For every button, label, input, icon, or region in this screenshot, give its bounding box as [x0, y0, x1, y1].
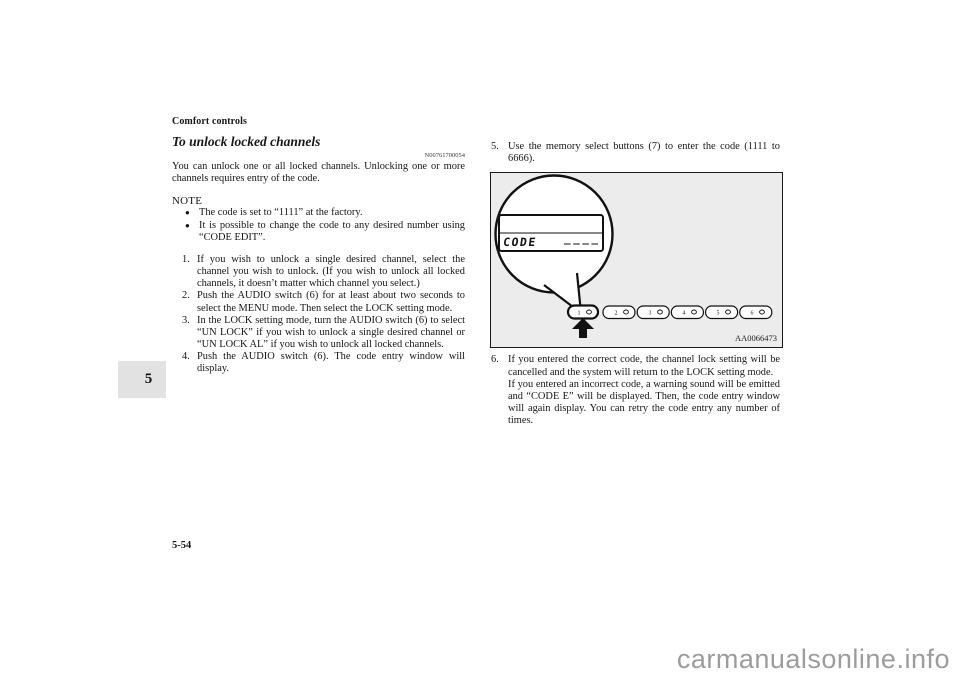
display-blank-digits: ____: [564, 232, 601, 246]
memory-button-2-label: 2: [614, 310, 618, 317]
note-item: [172, 220, 465, 244]
article-ref-code: N00761700054: [424, 152, 465, 159]
memory-button-5-label: 5: [716, 310, 720, 317]
step-text: Use the memory select buttons (7) to enter the code (1111 to 6666).: [508, 141, 780, 165]
left-column: [172, 116, 465, 376]
steps-list-left: [172, 254, 465, 376]
step-item-6-continued: [490, 379, 780, 428]
step-number: 5.: [491, 141, 499, 152]
note-label: NOTE: [172, 195, 203, 208]
memory-button-3-label: 3: [648, 310, 652, 317]
watermark-text: carmanualsonline.info: [676, 644, 950, 674]
memory-button-1: [568, 306, 598, 319]
figure-radio-code-display: [490, 172, 783, 348]
figure-illustration: [490, 172, 783, 348]
step-text: In the LOCK setting mode, turn the AUDIO switch (6) to select “UN LOCK” if you wish to unlock a single desired channel or “UN LOCK AL” if you wish to unlock all locked channels.: [197, 314, 465, 351]
step-number: 6.: [491, 354, 499, 366]
step-number: 1.: [182, 253, 190, 265]
note-item-text: It is possible to change the code to any desired number using “CODE EDIT”.: [199, 219, 465, 243]
step-item-5: [490, 141, 780, 165]
running-header: Comfort controls: [172, 116, 248, 127]
bullet-icon: ●: [185, 208, 190, 218]
memory-button-1-label: 1: [577, 310, 581, 317]
display-code-text: CODE: [502, 235, 538, 250]
figure-ref-code: AA0066473: [734, 333, 777, 344]
bullet-icon: ●: [185, 220, 190, 230]
step-text: Push the AUDIO switch (6) for at least about two seconds to select the MENU mode. Then select the LOCK setting mode.: [197, 290, 465, 314]
memory-button-3: [637, 306, 669, 319]
step-number: 3.: [182, 314, 190, 326]
memory-button-6-label: 6: [750, 310, 754, 317]
step-text: Push the AUDIO switch (6). The code entry window will display.: [197, 351, 465, 375]
section-tab: 5: [118, 361, 166, 398]
page-number: 5-54: [172, 540, 192, 551]
memory-button-4: [671, 306, 703, 319]
step-item-2: [172, 290, 465, 314]
memory-button-5: [706, 306, 738, 319]
step-number: 4.: [182, 351, 190, 363]
article-title: To unlock locked channels: [172, 134, 321, 149]
note-item-text: The code is set to “1111” at the factory.: [199, 207, 363, 219]
step-item-6: [490, 354, 780, 378]
step-item-3: [172, 315, 465, 352]
step-text: If you entered the correct code, the channel lock setting will be cancelled and the system will return to the LOCK setting mode.: [508, 354, 780, 378]
step-item-1: [172, 254, 465, 291]
note-item: [172, 207, 465, 219]
step-item-4: [172, 351, 465, 375]
step-text: If you entered an incorrect code, a warning sound will be emitted and “CODE E” will be displayed. Then, the code entry window will again display. You can retry the code entry any number of times.: [508, 378, 780, 427]
intro-paragraph: You can unlock one or all locked channels. Unlocking one or more channels requires entry of the code.: [172, 161, 465, 185]
step-text: If you wish to unlock a single desired channel, select the channel you wish to unlock. (If you wish to unlock all locked channels, it doesn’t matter which channel you select.): [197, 253, 465, 290]
memory-button-4-label: 4: [682, 310, 686, 317]
right-column: [490, 141, 780, 427]
memory-button-2: [603, 306, 635, 319]
step-number: 2.: [182, 290, 190, 302]
memory-button-6: [740, 306, 772, 319]
